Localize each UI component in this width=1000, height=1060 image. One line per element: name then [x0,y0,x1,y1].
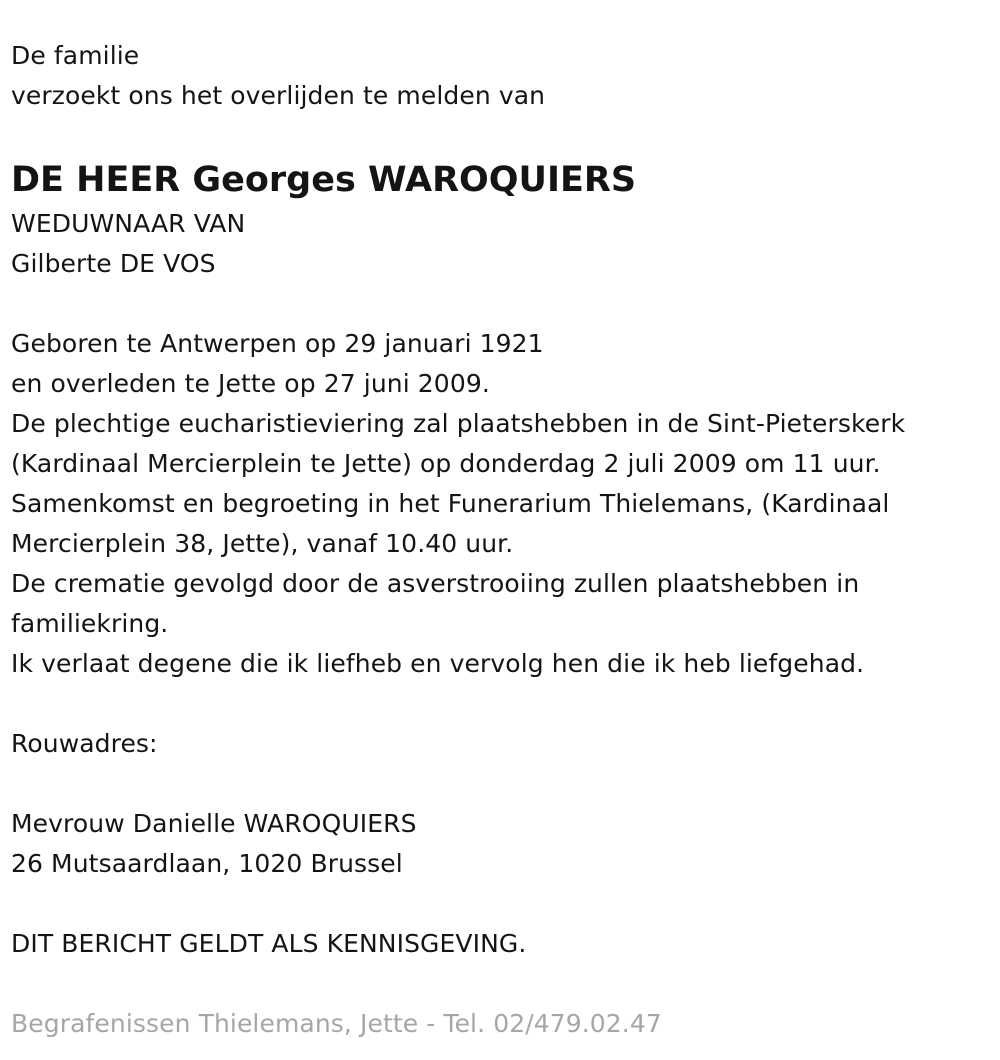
body-line: Ik verlaat degene die ik liefheb en vervolg hen die ik heb liefgehad. [11,649,865,678]
spacer [11,764,986,804]
notice-statement: DIT BERICHT GELDT ALS KENNISGEVING. [11,929,527,958]
body-line: De crematie gevolgd door de asverstrooiing zullen plaatshebben in [11,569,860,598]
relation-label: WEDUWNAAR VAN [11,209,246,238]
death-notice [11,36,986,1044]
body-line: familiekring. [11,609,169,638]
spouse-name: Gilberte DE VOS [11,249,216,278]
body-line: Geboren te Antwerpen op 29 januari 1921 [11,329,544,358]
body-line: Samenkomst en begroeting in het Funerarium Thielemans, (Kardinaal [11,489,890,518]
funeral-home-footer: Begrafenissen Thielemans, Jette - Tel. 02/479.02.47 [11,1009,662,1038]
address-label: Rouwadres: [11,729,158,758]
body-line: De plechtige eucharistieviering zal plaatshebben in de Sint-Pieterskerk [11,409,906,438]
body-line: Mercierplein 38, Jette), vanaf 10.40 uur. [11,529,514,558]
body-line: (Kardinaal Mercierplein te Jette) op donderdag 2 juli 2009 om 11 uur. [11,449,881,478]
spacer [11,284,986,324]
spacer [11,884,986,924]
spacer [11,684,986,724]
deceased-name: DE HEER Georges WAROQUIERS [11,160,637,200]
intro-line-2: verzoekt ons het overlijden te melden van [11,81,546,110]
body-line: en overleden te Jette op 27 juni 2009. [11,369,490,398]
address-street: 26 Mutsaardlaan, 1020 Brussel [11,849,403,878]
spacer [11,964,986,1004]
intro-line-1: De familie [11,41,140,70]
spacer [11,116,986,156]
address-name: Mevrouw Danielle WAROQUIERS [11,809,417,838]
